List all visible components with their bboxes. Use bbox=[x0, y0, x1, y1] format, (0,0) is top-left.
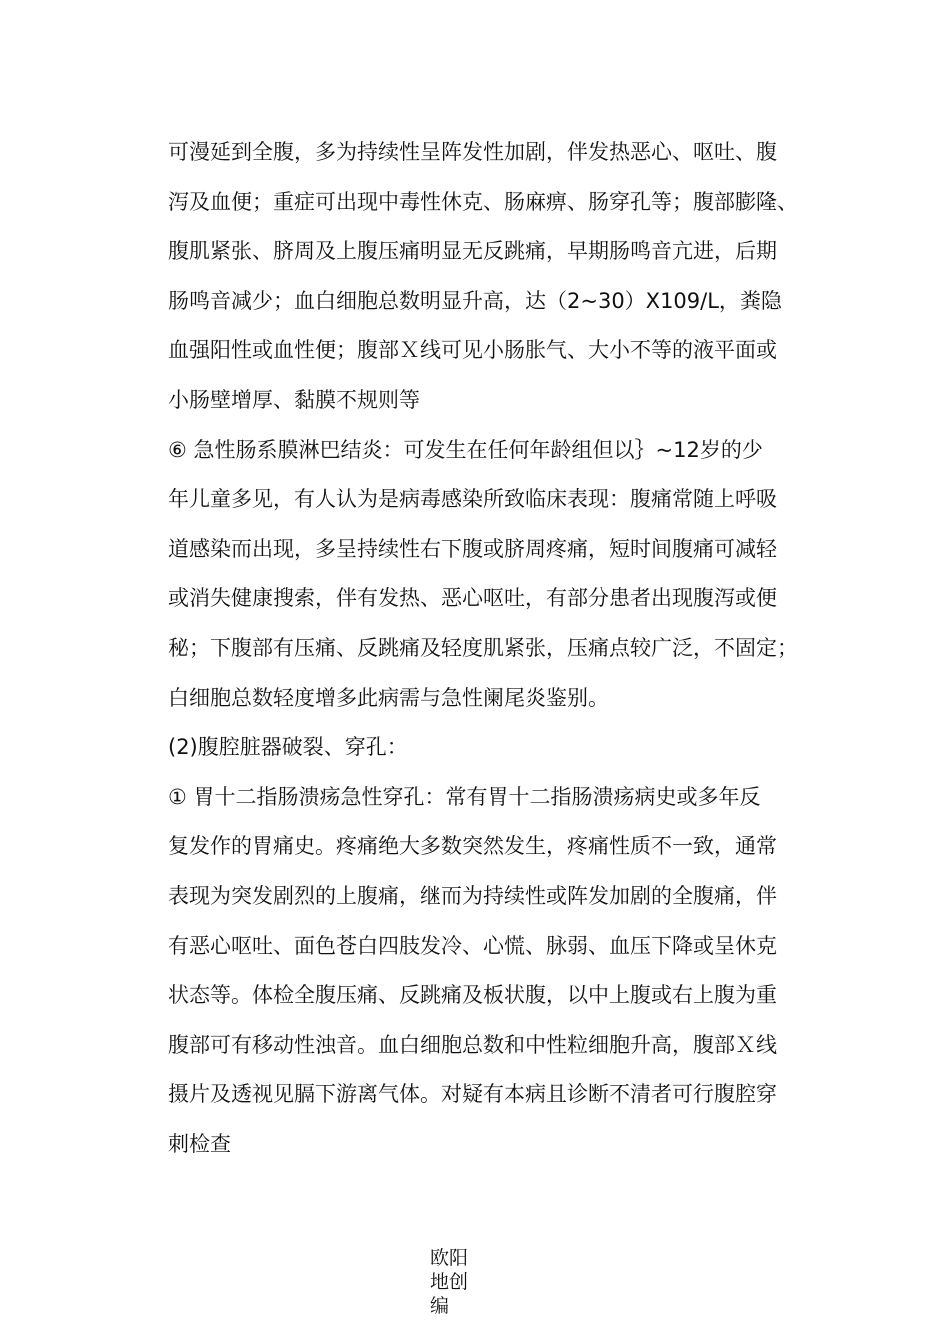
text-line: 腹部可有移动性浊音。血白细胞总数和中性粒细胞升高，腹部Ｘ线 bbox=[168, 1032, 777, 1057]
text-line: ⑥ 急性肠系膜淋巴结炎：可发生在任何年龄组但以｝~12岁的少 bbox=[168, 437, 763, 462]
paragraph-ulcer-perforation bbox=[168, 773, 808, 1170]
text-line: 年儿童多见，有人认为是病毒感染所致临床表现：腹痛常随上呼吸 bbox=[168, 487, 777, 512]
text-line: 有恶心呕吐、面色苍白四肢发冷、心慌、脉弱、血压下降或呈休克 bbox=[168, 933, 777, 958]
text-line: 小肠壁增厚、黏膜不规则等 bbox=[168, 387, 420, 412]
text-line: 腹肌紧张、脐周及上腹压痛明显无反跳痛，早期肠鸣音亢进，后期 bbox=[168, 239, 777, 264]
text-line: 刺检查 bbox=[168, 1131, 231, 1156]
text-line: (2)腹腔脏器破裂、穿孔： bbox=[168, 735, 408, 760]
text-line: 可漫延到全腹，多为持续性呈阵发性加剧，伴发热恶心、呕吐、腹 bbox=[168, 140, 777, 164]
footer-line: 编 bbox=[430, 1295, 450, 1317]
text-line: 秘；下腹部有压痛、反跳痛及轻度肌紧张，压痛点较广泛，不固定； bbox=[168, 635, 798, 660]
text-line: 复发作的胃痛史。疼痛绝大多数突然发生，疼痛性质不一致，通常 bbox=[168, 834, 777, 859]
text-line: 白细胞总数轻度增多此病需与急性阑尾炎鉴别。 bbox=[168, 685, 609, 710]
section-heading-organ-rupture bbox=[168, 723, 808, 773]
text-line: ① 胃十二指肠溃疡急性穿孔：常有胃十二指肠溃疡病史或多年反 bbox=[168, 784, 761, 809]
footer-line: 地创 bbox=[430, 1271, 469, 1293]
text-line: 泻及血便；重症可出现中毒性休克、肠麻痹、肠穿孔等；腹部膨隆、 bbox=[168, 189, 798, 214]
text-line: 摄片及透视见膈下游离气体。对疑有本病且诊断不清者可行腹腔穿 bbox=[168, 1082, 777, 1107]
text-line: 状态等。体检全腹压痛、反跳痛及板状腹，以中上腹或右上腹为重 bbox=[168, 983, 777, 1008]
document-body bbox=[168, 128, 808, 1169]
text-line: 血强阳性或血性便；腹部Ｘ线可见小肠胀气、大小不等的液平面或 bbox=[168, 338, 777, 363]
text-line: 或消失健康搜索，伴有发热、恶心呕吐，有部分患者出现腹泻或便 bbox=[168, 586, 777, 611]
paragraph-mesenteric-lymphadenitis bbox=[168, 426, 808, 724]
paragraph-enteritis-continued bbox=[168, 128, 808, 426]
text-line: 表现为突发剧烈的上腹痛，继而为持续性或阵发加剧的全腹痛，伴 bbox=[168, 883, 777, 908]
text-line: 道感染而出现，多呈持续性右下腹或脐周疼痛，短时间腹痛可减轻 bbox=[168, 536, 777, 561]
text-line: 肠鸣音减少；血白细胞总数明显升高，达（2~30）X109/L，粪隐 bbox=[168, 288, 782, 313]
page-footer-author bbox=[430, 1246, 478, 1318]
footer-line: 欧阳 bbox=[430, 1247, 469, 1269]
